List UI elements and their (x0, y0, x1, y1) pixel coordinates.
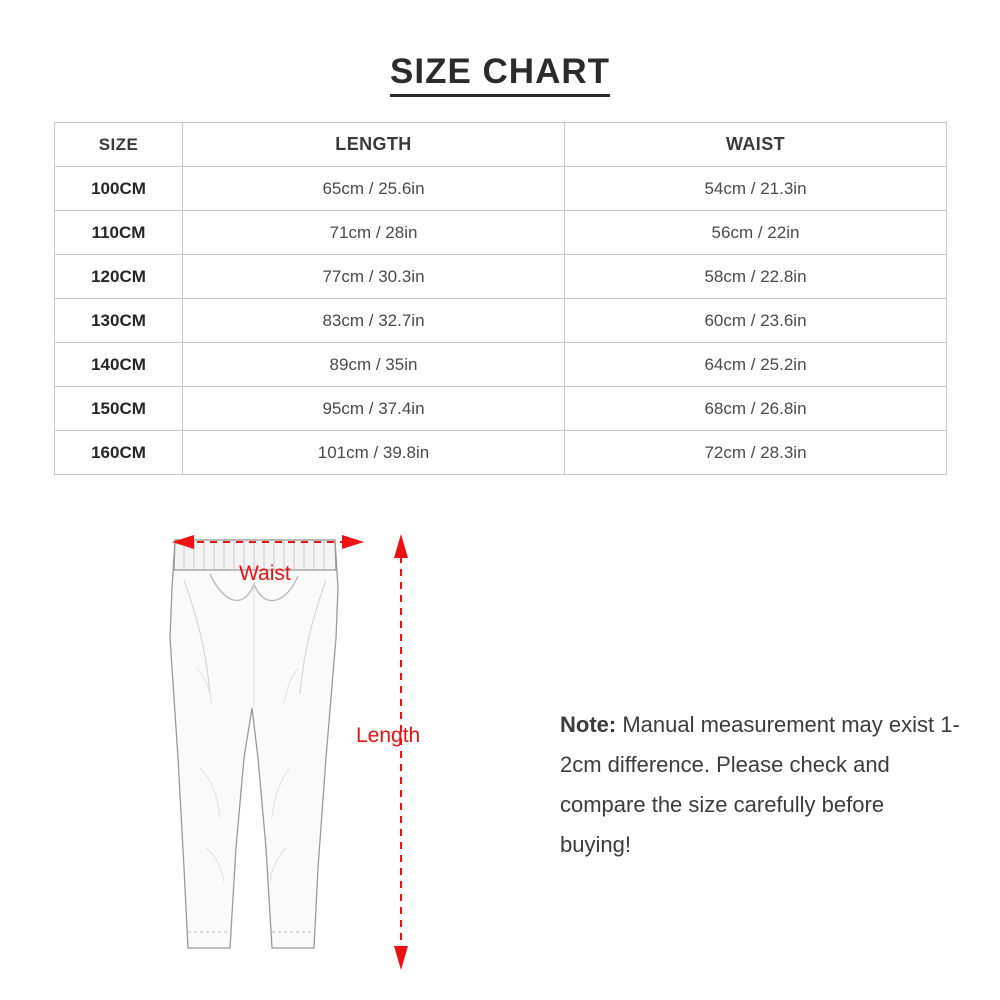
cell-length: 71cm / 28in (183, 211, 565, 255)
cell-size: 120CM (55, 255, 183, 299)
cell-waist: 68cm / 26.8in (565, 387, 947, 431)
cell-size: 160CM (55, 431, 183, 475)
page-title-text: SIZE CHART (390, 52, 610, 97)
cell-length: 89cm / 35in (183, 343, 565, 387)
cell-length: 95cm / 37.4in (183, 387, 565, 431)
cell-length: 77cm / 30.3in (183, 255, 565, 299)
length-measure-label: Length (356, 724, 421, 747)
table-row (55, 387, 947, 431)
table-row (55, 167, 947, 211)
waist-measure-label: Waist (239, 562, 291, 585)
table-row (55, 255, 947, 299)
cell-waist: 60cm / 23.6in (565, 299, 947, 343)
note-prefix: Note: (560, 712, 617, 737)
page-title (0, 52, 1000, 92)
cell-waist: 58cm / 22.8in (565, 255, 947, 299)
cell-size: 100CM (55, 167, 183, 211)
cell-length: 101cm / 39.8in (183, 431, 565, 475)
table-row (55, 211, 947, 255)
cell-size: 150CM (55, 387, 183, 431)
cell-size: 130CM (55, 299, 183, 343)
cell-length: 65cm / 25.6in (183, 167, 565, 211)
table-header-row (55, 123, 947, 167)
cell-length: 83cm / 32.7in (183, 299, 565, 343)
table-row (55, 343, 947, 387)
cell-waist: 72cm / 28.3in (565, 431, 947, 475)
cell-size: 110CM (55, 211, 183, 255)
cell-waist: 54cm / 21.3in (565, 167, 947, 211)
cell-size: 140CM (55, 343, 183, 387)
cell-waist: 56cm / 22in (565, 211, 947, 255)
column-header-waist: WAIST (565, 123, 947, 167)
size-chart-table (54, 122, 947, 475)
note-body: Manual measurement may exist 1-2cm difference. Please check and compare the size carefully before buying! (560, 712, 960, 857)
measurement-arrows-icon (355, 518, 475, 988)
cell-waist: 64cm / 25.2in (565, 343, 947, 387)
column-header-size: SIZE (55, 123, 183, 167)
table-row (55, 431, 947, 475)
column-header-length: LENGTH (183, 123, 565, 167)
note-text (560, 705, 960, 865)
table-row (55, 299, 947, 343)
